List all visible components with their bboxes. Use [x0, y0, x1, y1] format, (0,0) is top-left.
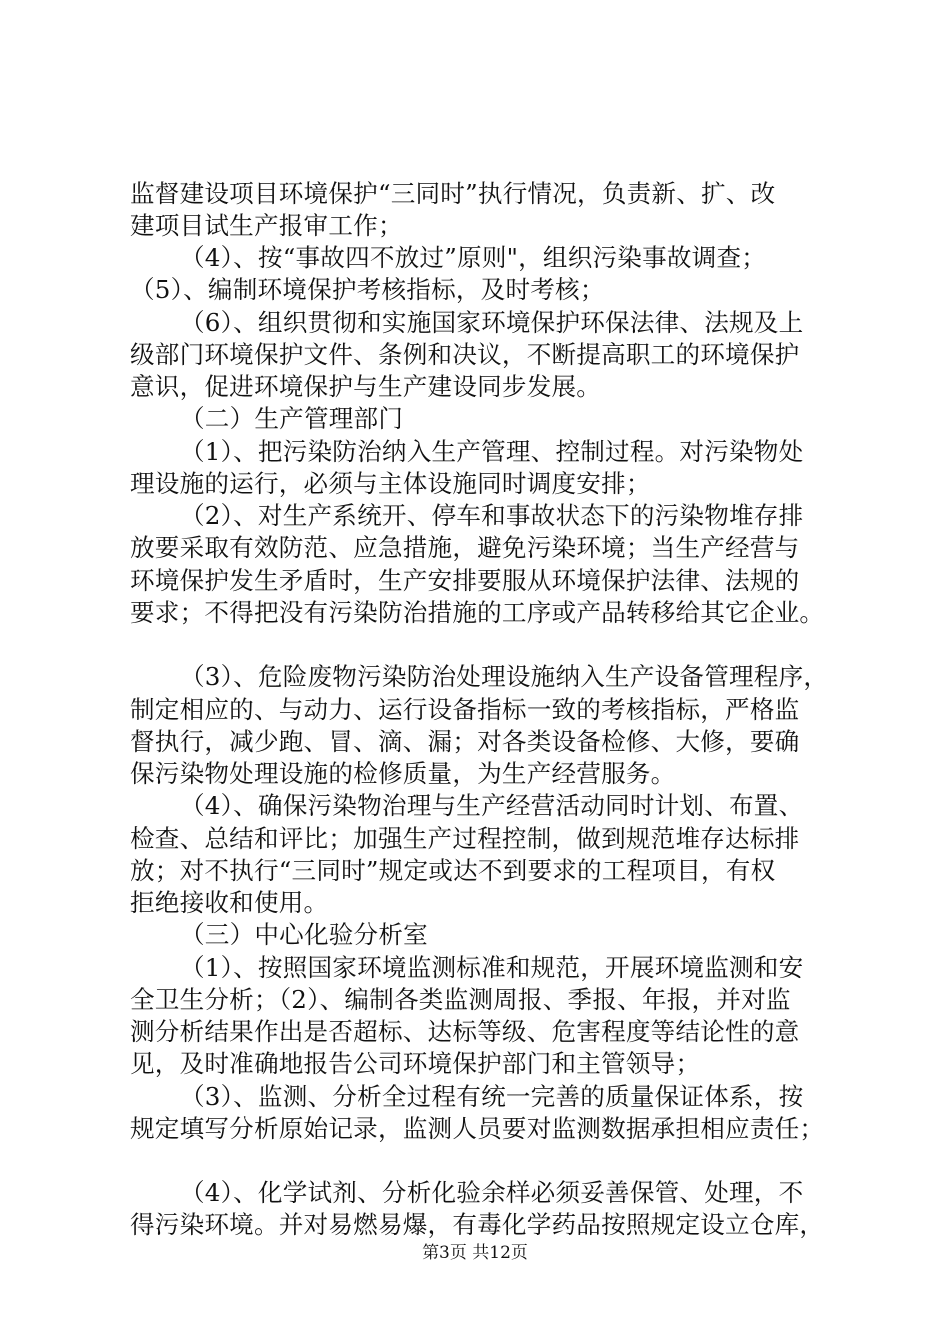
body-line: （1）、把污染防治纳入生产管理、控制过程。对污染物处 [180, 437, 804, 466]
page-number-footer: 第3页 共12页 [422, 1243, 528, 1263]
body-line: 保污染物处理设施的检修质量，为生产经营服务。 [130, 759, 676, 788]
body-line: 要求；不得把没有污染防治措施的工序或产品转移给其它企业。 [130, 598, 825, 627]
body-line: 见，及时准确地报告公司环境保护部门和主管领导； [130, 1049, 701, 1078]
body-line: 拒绝接收和使用。 [130, 888, 329, 917]
body-line: 规定填写分析原始记录，监测人员要对监测数据承担相应责任； [130, 1114, 825, 1143]
body-line: 放要采取有效防范、应急措施，避免污染环境；当生产经营与 [130, 533, 800, 562]
body-line: 放；对不执行“三同时”规定或达不到要求的工程项目，有权 [130, 856, 776, 885]
body-line: 督执行，减少跑、冒、滴、漏；对各类设备检修、大修，要确 [130, 727, 800, 756]
body-line: 理设施的运行，必须与主体设施同时调度安排； [130, 469, 651, 498]
section-heading: （三）中心化验分析室 [180, 920, 428, 949]
body-line: （4）、化学试剂、分析化验余样必须妥善保管、处理，不 [180, 1178, 804, 1207]
body-line: （1）、按照国家环境监测标准和规范，开展环境监测和安 [180, 953, 804, 982]
body-line: （4）、确保污染物治理与生产经营活动同时计划、布置、 [180, 791, 804, 820]
body-line: 监督建设项目环境保护“三同时”执行情况，负责新、扩、改 [130, 179, 776, 208]
body-line: 制定相应的、与动力、运行设备指标一致的考核指标，严格监 [130, 695, 800, 724]
body-line: （2）、对生产系统开、停车和事故状态下的污染物堆存排 [180, 501, 804, 530]
body-line: 级部门环境保护文件、条例和决议，不断提高职工的环境保护 [130, 340, 800, 369]
body-line: 检查、总结和评比；加强生产过程控制，做到规范堆存达标排 [130, 824, 800, 853]
body-line: 建项目试生产报审工作； [130, 211, 403, 240]
body-line: （4）、按“事故四不放过”原则"，组织污染事故调查； [180, 243, 767, 272]
body-line: 全卫生分析；（2）、编制各类监测周报、季报、年报，并对监 [130, 985, 791, 1014]
section-heading: （二）生产管理部门 [180, 404, 404, 433]
body-line: （5）、编制环境保护考核指标，及时考核； [130, 275, 605, 304]
body-line: 环境保护发生矛盾时，生产安排要服从环境保护法律、法规的 [130, 566, 800, 595]
body-line: （3）、监测、分析全过程有统一完善的质量保证体系，按 [180, 1082, 804, 1111]
body-line: （6）、组织贯彻和实施国家环境保护环保法律、法规及上 [180, 308, 804, 337]
body-line: 测分析结果作出是否超标、达标等级、危害程度等结论性的意 [130, 1017, 800, 1046]
body-line: （3）、危险废物污染防治处理设施纳入生产设备管理程序， [180, 662, 829, 691]
body-line: 得污染环境。并对易燃易爆，有毒化学药品按照规定设立仓库， [130, 1210, 825, 1239]
body-line: 意识，促进环境保护与生产建设同步发展。 [130, 372, 602, 401]
